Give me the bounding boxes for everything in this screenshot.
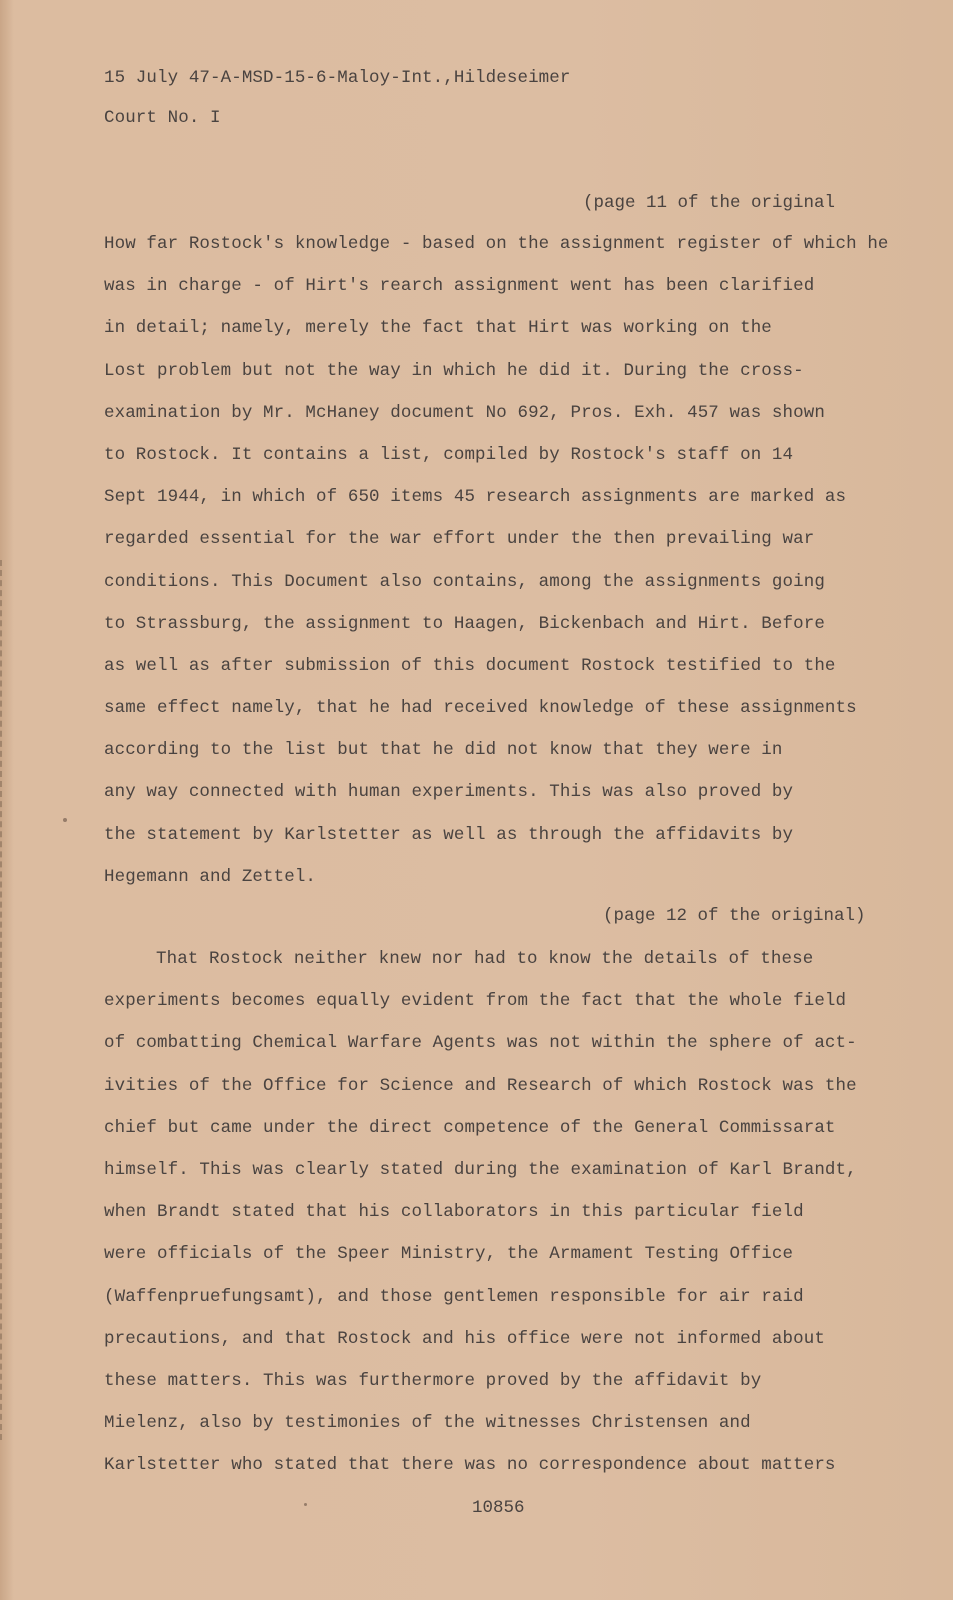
text-line: experiments becomes equally evident from the fact that the whole field <box>104 991 847 1012</box>
text-line: Sept 1944, in which of 650 items 45 research assignments are marked as <box>104 487 847 508</box>
text-line: when Brandt stated that his collaborators in this particular field <box>104 1202 804 1223</box>
text-line: (Waffenpruefungsamt), and those gentlemen responsible for air raid <box>104 1286 804 1307</box>
text-line: examination by Mr. McHaney document No 692, Pros. Exh. 457 was shown <box>104 402 825 423</box>
text-line: conditions. This Document also contains, among the assignments going <box>104 571 825 592</box>
text-line: That Rostock neither knew nor had to know the details of these <box>156 949 814 969</box>
text-line: to Strassburg, the assignment to Haagen, Bickenbach and Hirt. Before <box>104 613 825 634</box>
paper-speck <box>63 818 67 822</box>
text-line: Lost problem but not the way in which he did it. During the cross- <box>104 360 804 381</box>
text-line: to Rostock. It contains a list, compiled by Rostock's staff on 14 <box>104 444 794 465</box>
text-line: as well as after submission of this document Rostock testified to the <box>104 655 836 676</box>
text-line: ivities of the Office for Science and Research of which Rostock was the <box>104 1075 857 1096</box>
text-line: same effect namely, that he had received knowledge of these assignments <box>104 698 857 719</box>
text-line: of combatting Chemical Warfare Agents was not within the sphere of act- <box>104 1033 857 1054</box>
paper-speck <box>304 1503 307 1506</box>
text-line: these matters. This was furthermore proved by the affidavit by <box>104 1370 762 1391</box>
text-line: How far Rostock's knowledge - based on the assignment register of which he <box>104 234 889 254</box>
page-number: 10856 <box>472 1498 525 1518</box>
court-line: Court No. I <box>104 108 221 128</box>
text-line: any way connected with human experiments. This was also proved by <box>104 782 794 803</box>
torn-edge <box>0 560 14 1440</box>
text-line: himself. This was clearly stated during the examination of Karl Brandt, <box>104 1159 857 1180</box>
text-line: in detail; namely, merely the fact that Hirt was working on the <box>104 318 772 339</box>
text-line: regarded essential for the war effort under the then prevailing war <box>104 529 815 550</box>
text-line: Karlstetter who stated that there was no correspondence about matters <box>104 1455 836 1476</box>
text-line: Mielenz, also by testimonies of the witnesses Christensen and <box>104 1413 751 1434</box>
text-line: precautions, and that Rostock and his office were not informed about <box>104 1328 825 1349</box>
paragraph-2 <box>104 938 884 1486</box>
text-line: Hegemann and Zettel. <box>104 866 317 887</box>
text-line: according to the list but that he did not know that they were in <box>104 740 783 761</box>
header-reference-line: 15 July 47-A-MSD-15-6-Maloy-Int.,Hildeseimer <box>104 68 571 88</box>
text-line: were officials of the Speer Ministry, the Armament Testing Office <box>104 1244 794 1265</box>
paragraph-1 <box>104 223 889 898</box>
page-reference-11: (page 11 of the original <box>583 193 836 213</box>
page-reference-12: (page 12 of the original) <box>603 906 866 926</box>
text-line: the statement by Karlstetter as well as through the affidavits by <box>104 824 794 845</box>
text-line: was in charge - of Hirt's rearch assignment went has been clarified <box>104 276 815 297</box>
text-line: chief but came under the direct competence of the General Commissarat <box>104 1117 836 1138</box>
